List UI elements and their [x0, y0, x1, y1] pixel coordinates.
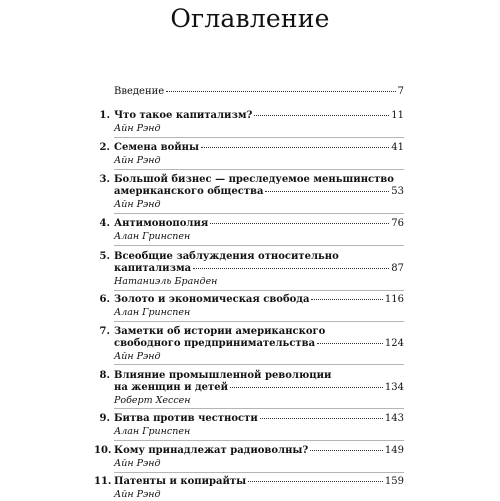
entry-page: 53: [391, 186, 404, 197]
entry-author: Айн Рэнд: [114, 199, 161, 210]
separator: [114, 364, 404, 365]
dot-leader: [254, 114, 389, 116]
separator: [114, 408, 404, 409]
entry-author: Айн Рэнд: [114, 351, 161, 362]
separator: [114, 213, 404, 214]
dot-leader: [265, 190, 389, 192]
entry-title: Антимонополия: [114, 218, 209, 229]
dot-leader: [193, 267, 389, 269]
separator: [114, 169, 404, 170]
entry-title: Семена войны: [114, 142, 200, 153]
entry-page: 76: [391, 218, 404, 229]
entry-title-line-1: Влияние промышленной революции: [114, 370, 332, 381]
entry-number: 1.: [99, 110, 110, 121]
entry-number: 11.: [94, 476, 112, 487]
entry-number: 8.: [99, 370, 110, 381]
separator: [114, 440, 404, 441]
entry-author: Айн Рэнд: [114, 458, 161, 469]
dot-leader: [230, 386, 383, 388]
entry-title-line-2: капитализма: [114, 263, 192, 274]
separator: [114, 472, 404, 473]
entry-title-line-2: свободного предпринимательства: [114, 338, 316, 349]
entry-page: 143: [384, 413, 404, 424]
entry-title-line-1: Всеобщие заблуждения относительно: [114, 251, 339, 262]
entry-author: Натаниэль Бранден: [114, 276, 218, 287]
entry-page: 149: [384, 445, 404, 456]
entry-page: 124: [384, 338, 404, 349]
entry-title-line-2: американского общества: [114, 186, 264, 197]
entry-author: Алан Гринспен: [114, 426, 191, 437]
entry-title: Что такое капитализм?: [114, 110, 253, 121]
entry-number: 7.: [99, 326, 110, 337]
dot-leader: [260, 417, 383, 419]
separator: [114, 290, 404, 291]
dot-leader: [310, 449, 383, 451]
entry-title: Битва против честности: [114, 413, 258, 424]
entry-number: 3.: [99, 174, 110, 185]
entry-page: 41: [391, 142, 404, 153]
dot-leader: [317, 342, 383, 344]
entry-title-line-1: Заметки об истории американского: [114, 326, 326, 337]
entry-page: 87: [391, 263, 404, 274]
entry-page: 159: [384, 476, 404, 487]
entry-title: Золото и экономическая свобода: [114, 294, 310, 305]
entry-page: 11: [391, 110, 404, 121]
toc-intro-label: Введение: [114, 86, 165, 97]
entry-title: Патенты и копирайты: [114, 476, 247, 487]
entry-title: Кому принадлежат радиоволны?: [114, 445, 309, 456]
entry-page: 134: [384, 382, 404, 393]
entry-author: Айн Рэнд: [114, 123, 161, 134]
entry-number: 10.: [94, 445, 112, 456]
dot-leader: [166, 90, 395, 92]
separator: [114, 137, 404, 138]
entry-number: 4.: [99, 218, 110, 229]
toc-intro-page: 7: [397, 86, 404, 97]
separator: [114, 321, 404, 322]
dot-leader: [201, 146, 389, 148]
entry-author: Айн Рэнд: [114, 489, 161, 500]
entry-author: Айн Рэнд: [114, 155, 161, 166]
separator: [114, 245, 404, 246]
dot-leader: [311, 298, 382, 300]
entry-title-line-1: Большой бизнес — преследуемое меньшинство: [114, 174, 394, 185]
page-title: Оглавление: [170, 4, 330, 33]
entry-author: Роберт Хессен: [114, 395, 191, 406]
entry-number: 6.: [99, 294, 110, 305]
entry-number: 5.: [99, 251, 110, 262]
dot-leader: [248, 480, 383, 482]
entry-title-line-2: на женщин и детей: [114, 382, 228, 393]
entry-number: 9.: [99, 413, 110, 424]
entry-author: Алан Гринспен: [114, 231, 191, 242]
dot-leader: [210, 222, 389, 224]
entry-number: 2.: [99, 142, 110, 153]
entry-page: 116: [384, 294, 404, 305]
entry-author: Алан Гринспен: [114, 307, 191, 318]
